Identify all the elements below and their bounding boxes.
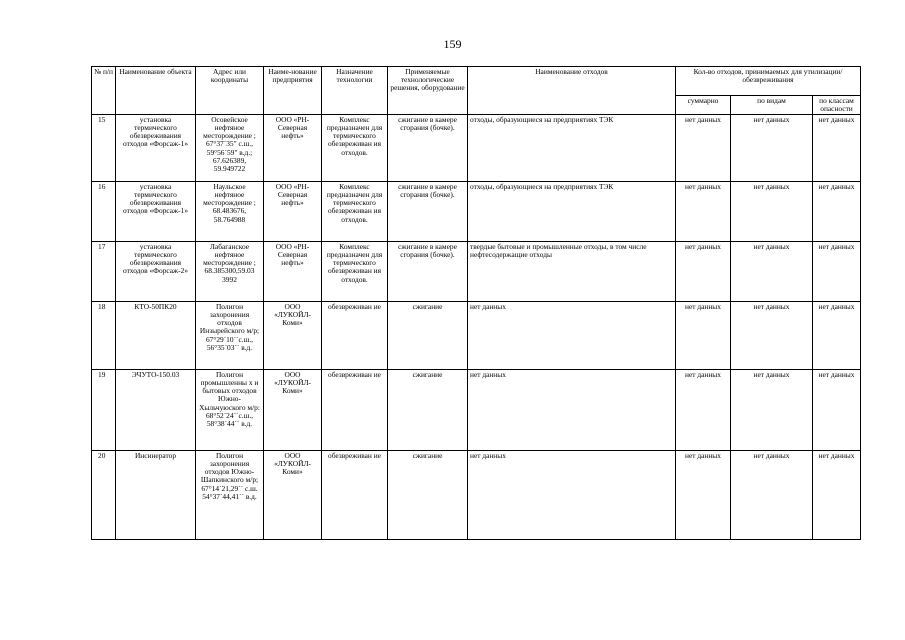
- table-row: [92, 302, 861, 370]
- cell-address: Полигон захоронения отходов Южно-Шапкинского м/р; 67°14´21,29´´ с.ш. 54°37´44,41´´ в.д.: [196, 451, 264, 540]
- cell-waste: отходы, образующиеся на предприятиях ТЭК: [468, 182, 676, 242]
- cell-total: нет данных: [676, 370, 731, 451]
- cell-purpose: Комплекс предназначен для термического обезвреживан ия отходов.: [322, 182, 388, 242]
- header-object-name: Наименование объекта: [116, 67, 196, 115]
- cell-object: установка термического обезвреживания отходов «Форсаж-1»: [116, 115, 196, 182]
- header-waste-name: Наименование отходов: [468, 67, 676, 115]
- header-enterprise: Наиме-нование предприятия: [264, 67, 322, 115]
- cell-solution: сжигание в камере сгорания (бочке).: [388, 115, 468, 182]
- cell-object: КТО-50ПК20: [116, 302, 196, 370]
- cell-waste: отходы, образующиеся на предприятиях ТЭК: [468, 115, 676, 182]
- cell-enterprise: ООО «ЛУКОЙЛ-Коми»: [264, 302, 322, 370]
- cell-object: установка термического обезвреживания отходов «Форсаж-2»: [116, 242, 196, 302]
- cell-purpose: обезвреживан ие: [322, 370, 388, 451]
- cell-purpose: Комплекс предназначен для термического обезвреживан ия отходов.: [322, 115, 388, 182]
- cell-total: нет данных: [676, 242, 731, 302]
- cell-waste: нет данных: [468, 302, 676, 370]
- cell-by-type: нет данных: [731, 302, 813, 370]
- cell-object: ЭЧУТО-150.03: [116, 370, 196, 451]
- waste-facilities-table: [91, 66, 861, 540]
- cell-by-type: нет данных: [731, 370, 813, 451]
- cell-solution: сжигание: [388, 451, 468, 540]
- cell-address: Наульское нефтяное месторождение ; 68.483676, 58.764988: [196, 182, 264, 242]
- cell-by-class: нет данных: [813, 182, 861, 242]
- table-row: [92, 242, 861, 302]
- table-row: [92, 115, 861, 182]
- cell-by-class: нет данных: [813, 242, 861, 302]
- cell-waste: нет данных: [468, 451, 676, 540]
- cell-purpose: Комплекс предназначен для термического обезвреживан ия отходов.: [322, 242, 388, 302]
- header-qty-by-class: по классам опасности: [813, 96, 861, 115]
- cell-purpose: обезвреживан ие: [322, 451, 388, 540]
- cell-num: 19: [92, 370, 116, 451]
- cell-waste: нет данных: [468, 370, 676, 451]
- cell-by-type: нет данных: [731, 242, 813, 302]
- cell-address: Полигон захоронения отходов Инзырейского м/р; 67°29´10´´с.ш., 56°35´03´´ в.д.: [196, 302, 264, 370]
- header-tech-purpose: Назначение технологии: [322, 67, 388, 115]
- cell-by-class: нет данных: [813, 370, 861, 451]
- cell-solution: сжигание: [388, 370, 468, 451]
- cell-solution: сжигание в камере сгорания (бочке).: [388, 182, 468, 242]
- cell-num: 16: [92, 182, 116, 242]
- cell-waste: твердые бытовые и промышленные отходы, в том числе нефтесодержащие отходы: [468, 242, 676, 302]
- cell-enterprise: ООО «РН-Северная нефть»: [264, 115, 322, 182]
- header-quantity-group: Кол-во отходов, принимаемых для утилизации/обезвреживания: [676, 67, 861, 96]
- table-row: [92, 182, 861, 242]
- cell-total: нет данных: [676, 451, 731, 540]
- header-num: № п/п: [92, 67, 116, 115]
- cell-num: 17: [92, 242, 116, 302]
- table-row: [92, 370, 861, 451]
- cell-address: Осовейское нефтяное месторождение ; 67°37´35" с.ш., 59°56´59" в.д.; 67.626389, 59.949722: [196, 115, 264, 182]
- cell-num: 15: [92, 115, 116, 182]
- cell-by-type: нет данных: [731, 115, 813, 182]
- header-qty-total: суммарно: [676, 96, 731, 115]
- cell-purpose: обезвреживан ие: [322, 302, 388, 370]
- cell-enterprise: ООО «ЛУКОЙЛ-Коми»: [264, 370, 322, 451]
- cell-total: нет данных: [676, 302, 731, 370]
- cell-enterprise: ООО «РН-Северная нефть»: [264, 182, 322, 242]
- cell-by-class: нет данных: [813, 451, 861, 540]
- cell-num: 20: [92, 451, 116, 540]
- cell-total: нет данных: [676, 182, 731, 242]
- cell-address: Лабаганское нефтяное месторождение ; 68.385300,59.03 3992: [196, 242, 264, 302]
- cell-num: 18: [92, 302, 116, 370]
- cell-enterprise: ООО «РН-Северная нефть»: [264, 242, 322, 302]
- cell-address: Полигон промышленны х и бытовых отходов Южно-Хыльчуюского м/р: 68°52´24´´с.ш., 58°38´44´´ в.д.: [196, 370, 264, 451]
- cell-solution: сжигание: [388, 302, 468, 370]
- cell-by-type: нет данных: [731, 182, 813, 242]
- header-solutions: Применяемые технологические решения, оборудование: [388, 67, 468, 115]
- cell-enterprise: ООО «ЛУКОЙЛ-Коми»: [264, 451, 322, 540]
- header-qty-by-type: по видам: [731, 96, 813, 115]
- cell-by-class: нет данных: [813, 115, 861, 182]
- cell-by-type: нет данных: [731, 451, 813, 540]
- table-row: [92, 451, 861, 540]
- cell-object: установка термического обезвреживания отходов «Форсаж-1»: [116, 182, 196, 242]
- header-address: Адрес или координаты: [196, 67, 264, 115]
- page-number: 159: [443, 37, 462, 51]
- cell-by-class: нет данных: [813, 302, 861, 370]
- cell-solution: сжигание в камере сгорания (бочке).: [388, 242, 468, 302]
- cell-total: нет данных: [676, 115, 731, 182]
- cell-object: Инсинератор: [116, 451, 196, 540]
